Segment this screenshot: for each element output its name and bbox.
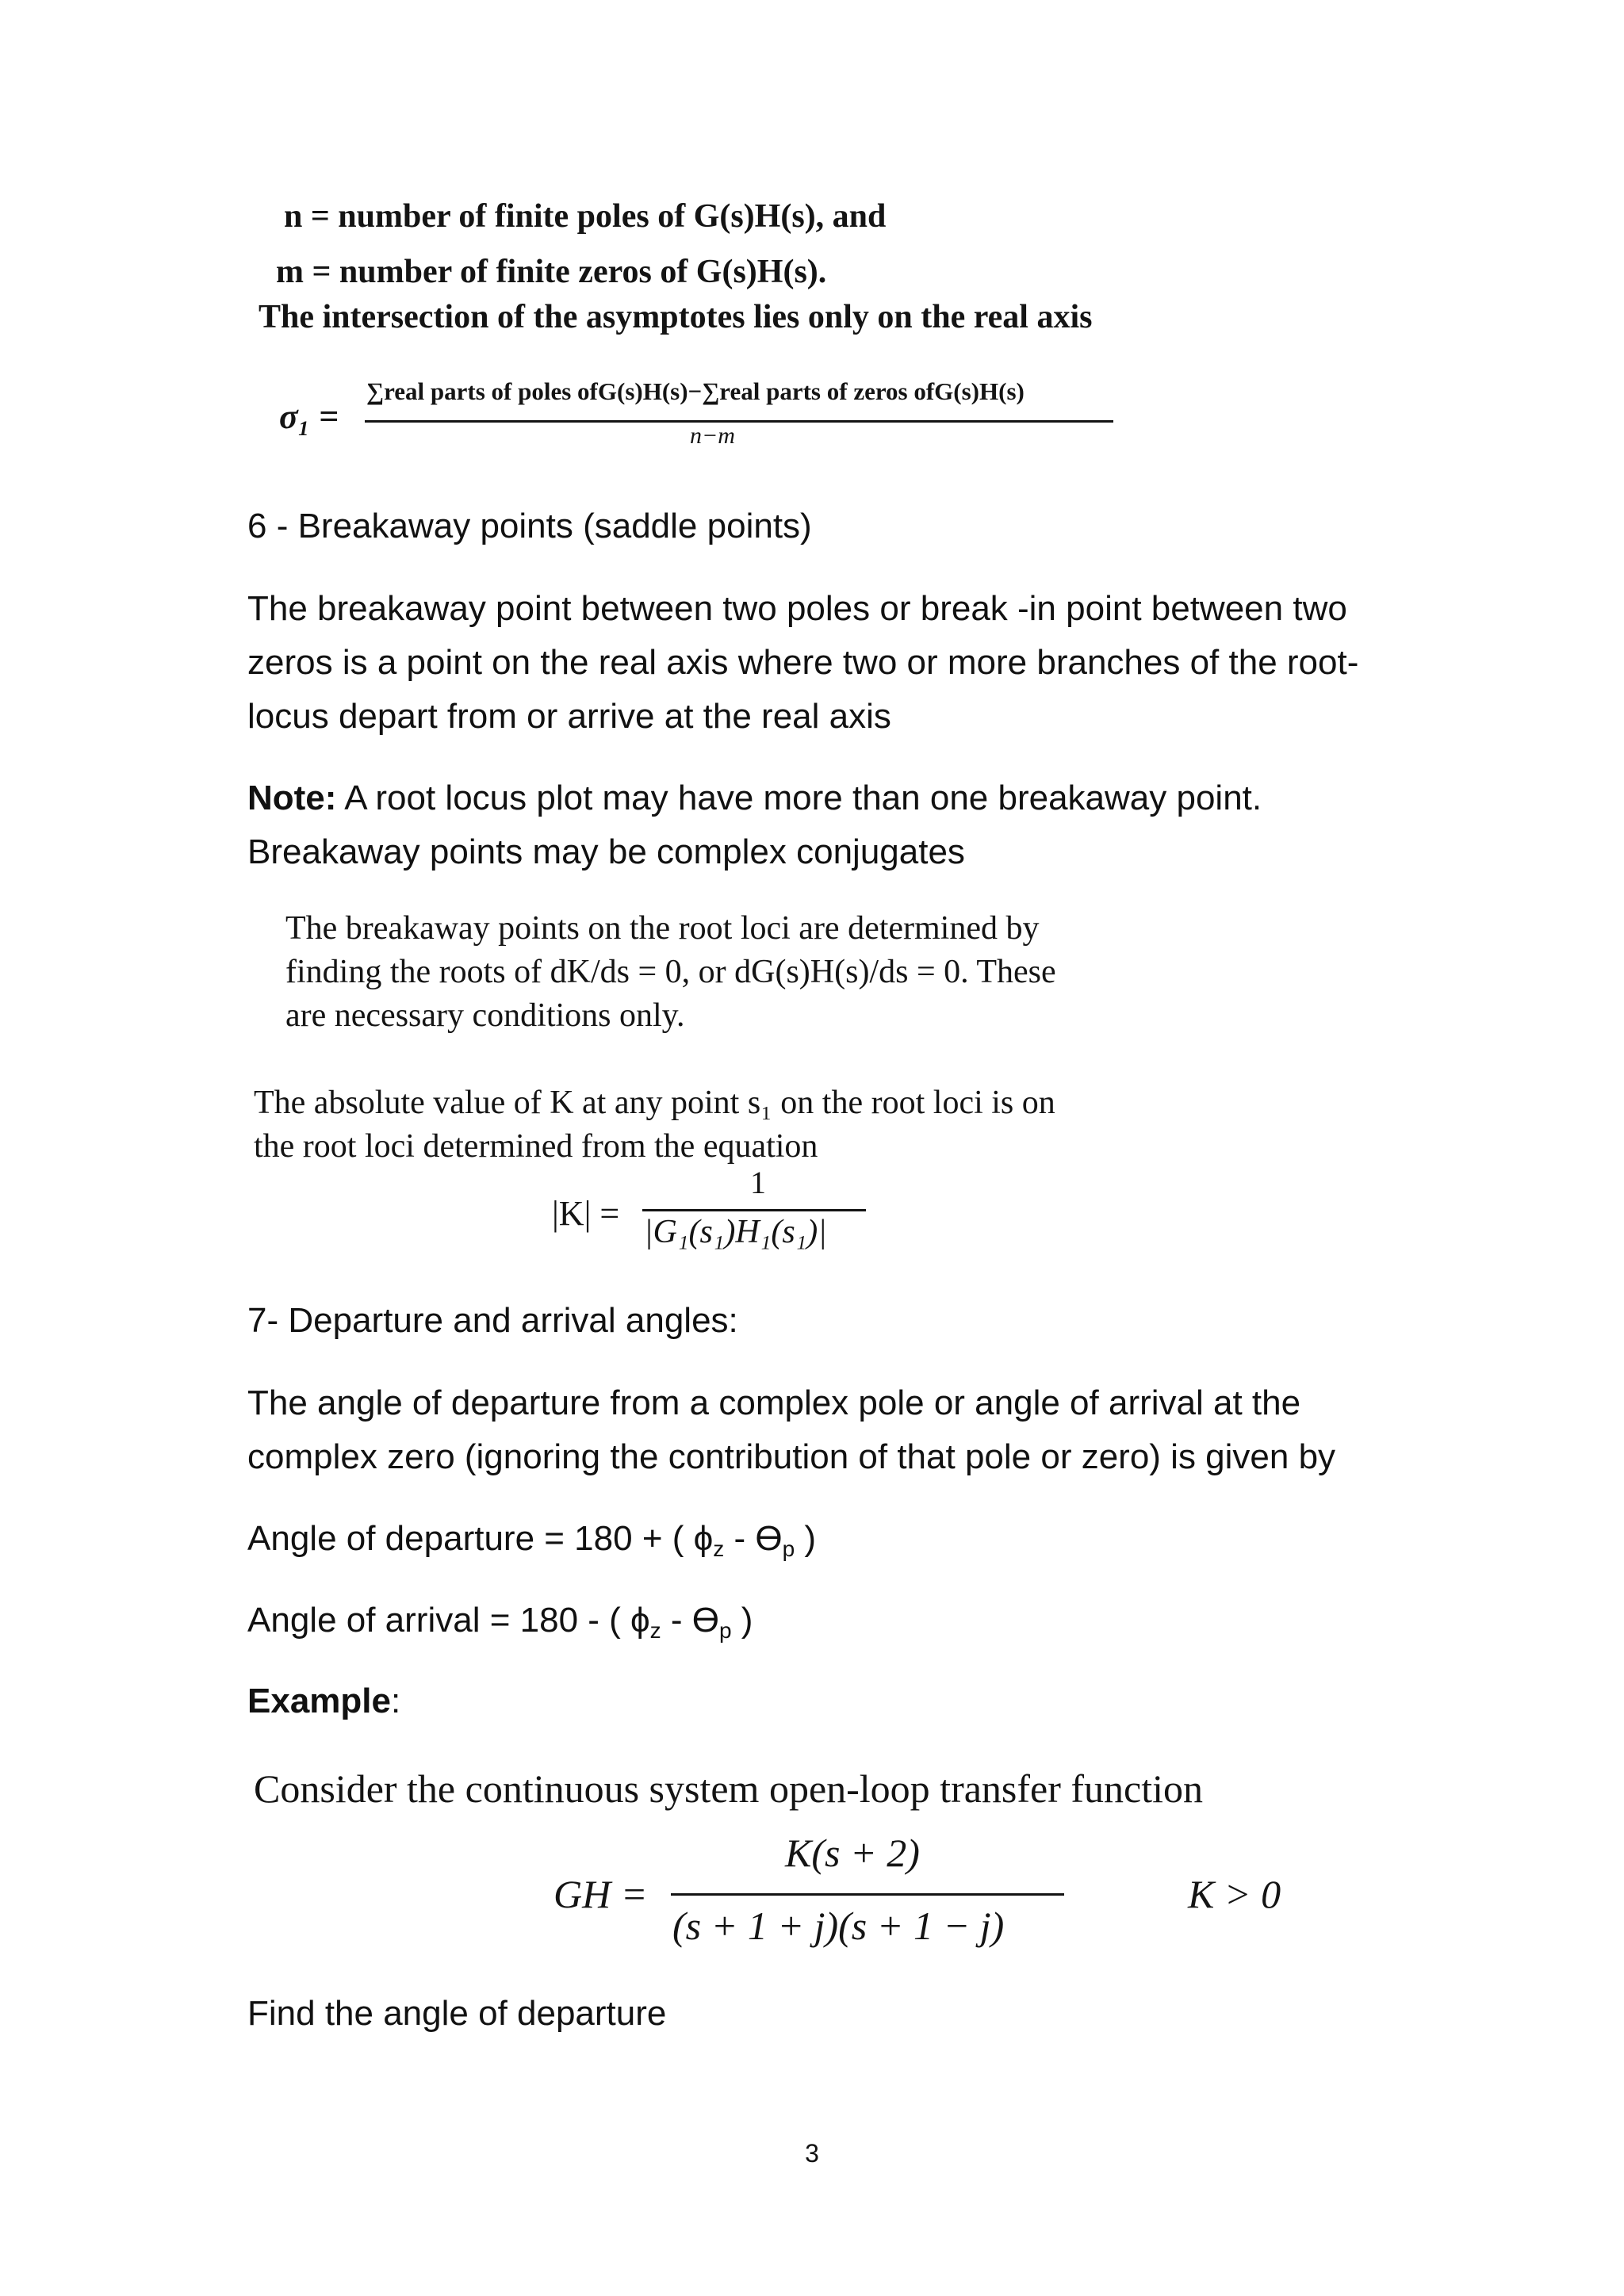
departure-mid: - ϴ: [724, 1519, 783, 1558]
arrival-sub-z: z: [649, 1618, 661, 1643]
arrival-prefix: Angle of arrival = 180 - ( ϕ: [247, 1601, 650, 1640]
breakaway-scan-line-2: finding the roots of dK/ds = 0, or dG(s)H(s)/ds = 0. These: [285, 954, 1056, 990]
example-label: Example: [247, 1682, 391, 1720]
asymptote-intersection-text: The intersection of the asymptotes lies only on the real axis: [259, 299, 1093, 335]
section-7-paragraph-line-2: complex zero (ignoring the contribution of that pole or zero) is given by: [247, 1437, 1336, 1476]
note-text: A root locus plot may have more than one breakaway point.: [336, 779, 1262, 817]
arrival-angle-formula: [247, 1594, 753, 1658]
page-number: 3: [805, 2139, 819, 2168]
breakaway-scan-line-3: are necessary conditions only.: [285, 997, 685, 1034]
note-line: [247, 771, 1262, 825]
gh-numerator: K(s + 2): [785, 1831, 920, 1875]
example-colon: :: [390, 1682, 401, 1720]
section-7-paragraph-line-1: The angle of departure from a complex pole or angle of arrival at the: [247, 1383, 1301, 1422]
k-equation-numerator: 1: [750, 1165, 766, 1200]
gh-lhs: GH =: [553, 1872, 648, 1916]
section-7-heading: 7- Departure and arrival angles:: [247, 1301, 738, 1340]
example-heading: [247, 1674, 400, 1728]
sigma-numerator: ∑real parts of poles ofG(s)H(s)−∑real parts of zeros ofG(s)H(s): [366, 377, 1025, 405]
departure-sub-z: z: [713, 1536, 725, 1561]
arrival-sub-p: p: [718, 1618, 732, 1643]
section-6-paragraph-line-3: locus depart from or arrive at the real axis: [247, 697, 891, 736]
m-definition: m = number of finite zeros of G(s)H(s).: [276, 254, 827, 290]
sigma-denominator: n−m: [690, 423, 735, 449]
section-6-heading: 6 - Breakaway points (saddle points): [247, 507, 812, 545]
gh-denominator: (s + 1 + j)(s + 1 − j): [672, 1904, 1005, 1948]
sigma-fraction-bar: [365, 420, 1113, 423]
section-6-paragraph-line-2: zeros is a point on the real axis where two or more branches of the root-: [247, 643, 1359, 682]
example-task: Find the angle of departure: [247, 1994, 667, 2033]
example-scan-line: Consider the continuous system open-loop transfer function: [254, 1766, 1203, 1811]
k-scan-line-2: the root loci determined from the equation: [254, 1128, 818, 1165]
breakaway-scan-line-1: The breakaway points on the root loci are determined by: [285, 910, 1040, 947]
departure-sub-p: p: [782, 1536, 795, 1561]
sigma-lhs: σ₁ =: [279, 397, 339, 436]
note-label: Note:: [247, 779, 337, 817]
section-6-paragraph-line-1: The breakaway point between two poles or break -in point between two: [247, 589, 1347, 628]
k-equation-denominator: |G₁(s₁)H₁(s₁)|: [644, 1214, 827, 1250]
note-line-2: Breakaway points may be complex conjugates: [247, 832, 965, 871]
k-scan-line-1: The absolute value of K at any point s₁ on the root loci is on: [254, 1085, 1055, 1121]
arrival-mid: - ϴ: [661, 1601, 719, 1640]
departure-suffix: ): [795, 1519, 817, 1558]
n-definition: n = number of finite poles of G(s)H(s), and: [284, 198, 887, 235]
k-equation-lhs: |K| =: [552, 1194, 620, 1233]
k-positive-condition: K > 0: [1188, 1872, 1281, 1916]
departure-angle-formula: [247, 1512, 816, 1576]
departure-prefix: Angle of departure = 180 + ( ϕ: [247, 1519, 714, 1558]
gh-fraction-bar: [671, 1893, 1064, 1896]
arrival-suffix: ): [731, 1601, 753, 1640]
k-fraction-bar: [642, 1209, 866, 1211]
